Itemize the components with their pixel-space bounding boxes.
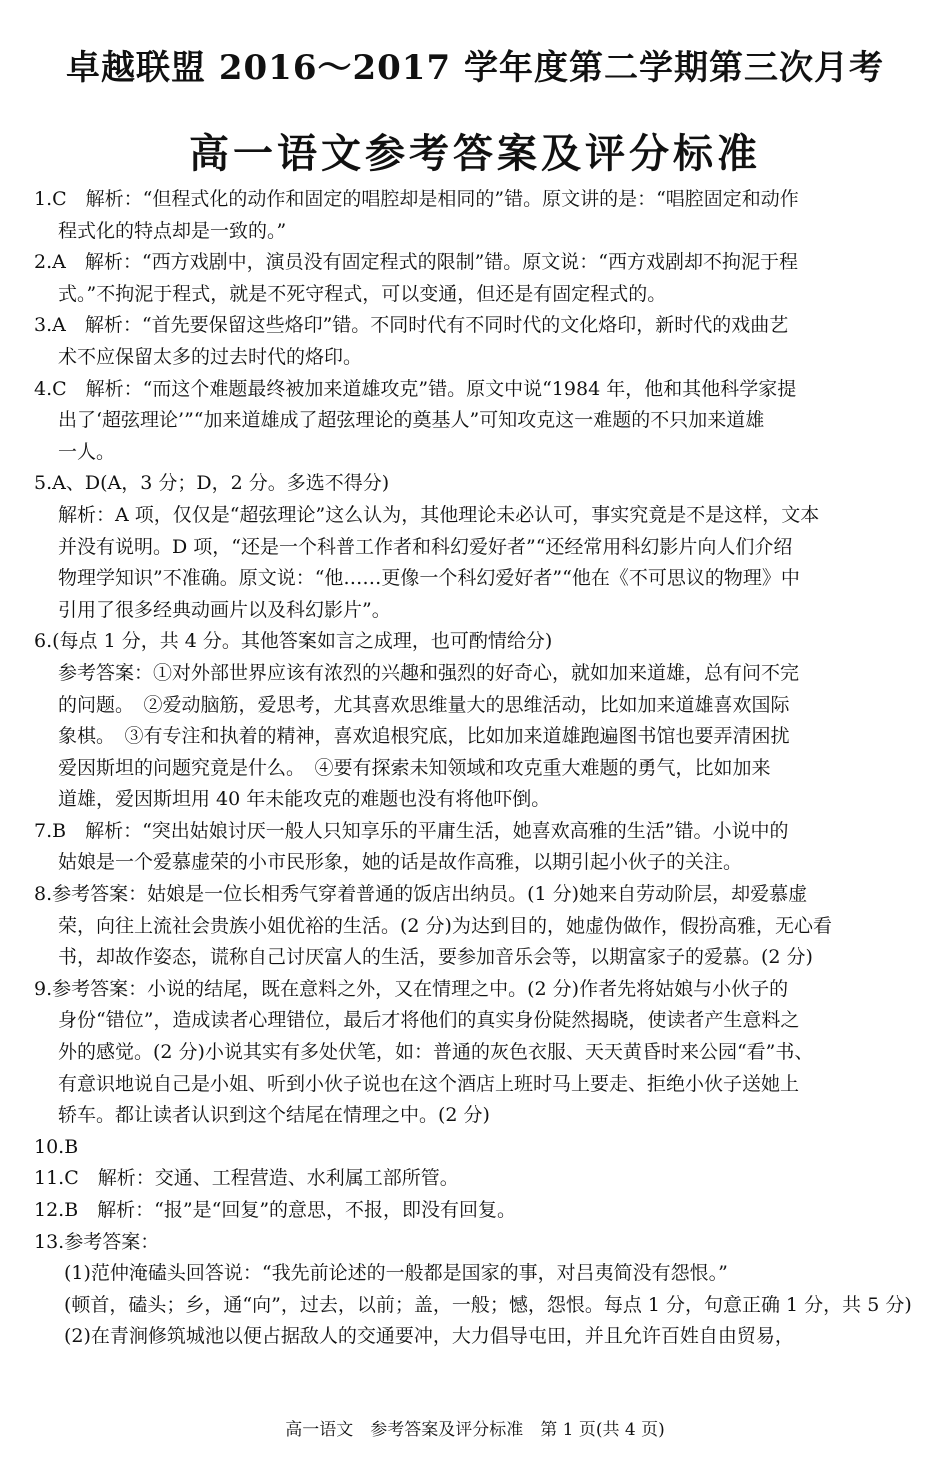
answer-item-first-line: 13.参考答案： <box>34 1230 160 1253</box>
answer-item-continuation-line: 爱因斯坦的问题究竟是什么。 ④要有探索未知领域和攻克重大难题的勇气，比如加来 <box>58 756 771 779</box>
document-title: 高一语文参考答案及评分标准 <box>189 130 761 177</box>
answer-item-continuation-line: 并没有说明。D 项，“还是一个科普工作者和科幻爱好者”“还经常用科幻影片向人们介绍 <box>58 535 793 558</box>
page-footer: 高一语文 参考答案及评分标准 第 1 页(共 4 页) <box>285 1420 665 1440</box>
answer-item-continuation-line: 外的感觉。(2 分)小说其实有多处伏笔，如：普通的灰色衣服、天天黄昏时来公园“看”书、 <box>58 1041 814 1064</box>
answer-item-first-line: 7.B 解析：“突出姑娘讨厌一般人只知享乐的平庸生活，她喜欢高雅的生活”错。小说中的 <box>34 819 789 842</box>
answer-item-continuation-line: 姑娘是一个爱慕虚荣的小市民形象，她的话是故作高雅，以期引起小伙子的关注。 <box>58 851 743 874</box>
answer-item <box>24 1132 926 1164</box>
answer-item-continuation-line: 书，却故作姿态，谎称自己讨厌富人的生活，要参加音乐会等，以期富家子的爱慕。(2 分) <box>58 946 813 969</box>
answer-item-first-line: 4.C 解析：“而这个难题最终被加来道雄攻克”错。原文中说“1984 年，他和其他科学家提 <box>34 377 797 400</box>
answer-item <box>24 816 926 879</box>
answer-item <box>24 626 926 816</box>
answer-13-sublist <box>24 1258 926 1353</box>
answer-list <box>24 184 926 1258</box>
answer-13-line: (1)范仲淹磕头回答说：“我先前论述的一般都是国家的事，对吕夷简没有怨恨。” <box>64 1262 728 1285</box>
answer-item-continuation-line: 道雄，爱因斯坦用 40 年未能攻克的难题也没有将他吓倒。 <box>58 788 551 811</box>
answer-item-first-line: 1.C 解析：“但程式化的动作和固定的唱腔却是相同的”错。原文讲的是：“唱腔固定和动作 <box>34 188 799 210</box>
answer-item <box>24 468 926 626</box>
answer-item <box>24 374 926 469</box>
answer-item-continuation-line: 术不应保留太多的过去时代的烙印。 <box>58 345 363 368</box>
answer-item <box>24 879 926 974</box>
answer-item-continuation-line: 身份“错位”，造成读者心理错位，最后才将他们的真实身份陡然揭晓，使读者产生意料之 <box>58 1009 800 1032</box>
answer-item-continuation-line: 物理学知识”不准确。原文说：“他……更像一个科幻爱好者”“他在《不可思议的物理》中 <box>58 567 800 590</box>
answer-item <box>24 247 926 310</box>
answer-item-continuation-line: 程式化的特点却是一致的。” <box>58 219 287 242</box>
answer-item <box>24 310 926 373</box>
exam-header-title: 卓越联盟 2016～2017 学年度第二学期第三次月考 <box>66 48 884 88</box>
answer-item-continuation-line: 引用了很多经典动画片以及科幻影片”。 <box>58 598 391 621</box>
answer-item-continuation-line: 有意识地说自己是小姐、听到小伙子说也在这个酒店上班时马上要走、拒绝小伙子送她上 <box>58 1072 800 1095</box>
answer-item <box>24 1195 926 1227</box>
answer-13-line: (顿首，磕头；乡，通“向”，过去，以前；盖，一般；憾，怨恨。每点 1 分，句意正确 1 分，共 5 分) <box>64 1293 912 1316</box>
answer-item-first-line: 6.(每点 1 分，共 4 分。其他答案如言之成理，也可酌情给分) <box>34 630 553 653</box>
answer-item-continuation-line: 一人。 <box>58 440 116 463</box>
answer-item-first-line: 5.A、D(A，3 分；D，2 分。多选不得分) <box>34 472 390 495</box>
answer-item-continuation-line: 象棋。 ③有专注和执着的精神，喜欢追根究底，比如加来道雄跑遍图书馆也要弄清困扰 <box>58 725 790 748</box>
answer-item-first-line: 9.参考答案：小说的结尾，既在意料之外，又在情理之中。(2 分)作者先将姑娘与小伙子的 <box>34 977 789 1000</box>
answer-item-first-line: 2.A 解析：“西方戏剧中，演员没有固定程式的限制”错。原文说：“西方戏剧却不拘泥于程 <box>34 251 798 274</box>
answer-item-continuation-line: 的问题。 ②爱动脑筋，爱思考，尤其喜欢思维量大的思维活动，比如加来道雄喜欢国际 <box>58 693 790 716</box>
answer-item-first-line: 3.A 解析：“首先要保留这些烙印”错。不同时代有不同时代的文化烙印，新时代的戏曲艺 <box>34 314 789 337</box>
answer-item <box>24 1227 926 1259</box>
answer-item-first-line: 12.B 解析：“报”是“回复”的意思，不报，即没有回复。 <box>34 1199 517 1221</box>
answer-item-continuation-line: 参考答案：①对外部世界应该有浓烈的兴趣和强烈的好奇心，就如加来道雄，总有问不完 <box>58 661 800 684</box>
answer-item-first-line: 10.B <box>34 1135 79 1158</box>
answer-item <box>24 1163 926 1195</box>
answer-13-line: (2)在青涧修筑城池以便占据敌人的交通要冲，大力倡导屯田，并且允许百姓自由贸易， <box>64 1325 794 1348</box>
answer-item-continuation-line: 式。”不拘泥于程式，就是不死守程式，可以变通，但还是有固定程式的。 <box>58 282 667 305</box>
answer-item-continuation-line: 解析：A 项，仅仅是“超弦理论”这么认为，其他理论未必认可，事实究竟是不是这样，文本 <box>58 503 820 526</box>
answer-item <box>24 974 926 1132</box>
answer-item-continuation-line: 出了‘超弦理论’”“加来道雄成了超弦理论的奠基人”可知攻克这一难题的不只加来道雄 <box>58 409 765 432</box>
answer-item-continuation-line: 轿车。都让读者认识到这个结尾在情理之中。(2 分) <box>58 1104 490 1127</box>
answer-item-first-line: 8.参考答案：姑娘是一位长相秀气穿着普通的饭店出纳员。(1 分)她来自劳动阶层，却爱慕虚 <box>34 883 808 906</box>
answer-item-continuation-line: 荣，向往上流社会贵族小姐优裕的生活。(2 分)为达到目的，她虚伪做作，假扮高雅，无心看 <box>58 914 832 937</box>
answer-item <box>24 184 926 247</box>
answer-item-first-line: 11.C 解析：交通、工程营造、水利属工部所管。 <box>34 1167 459 1190</box>
